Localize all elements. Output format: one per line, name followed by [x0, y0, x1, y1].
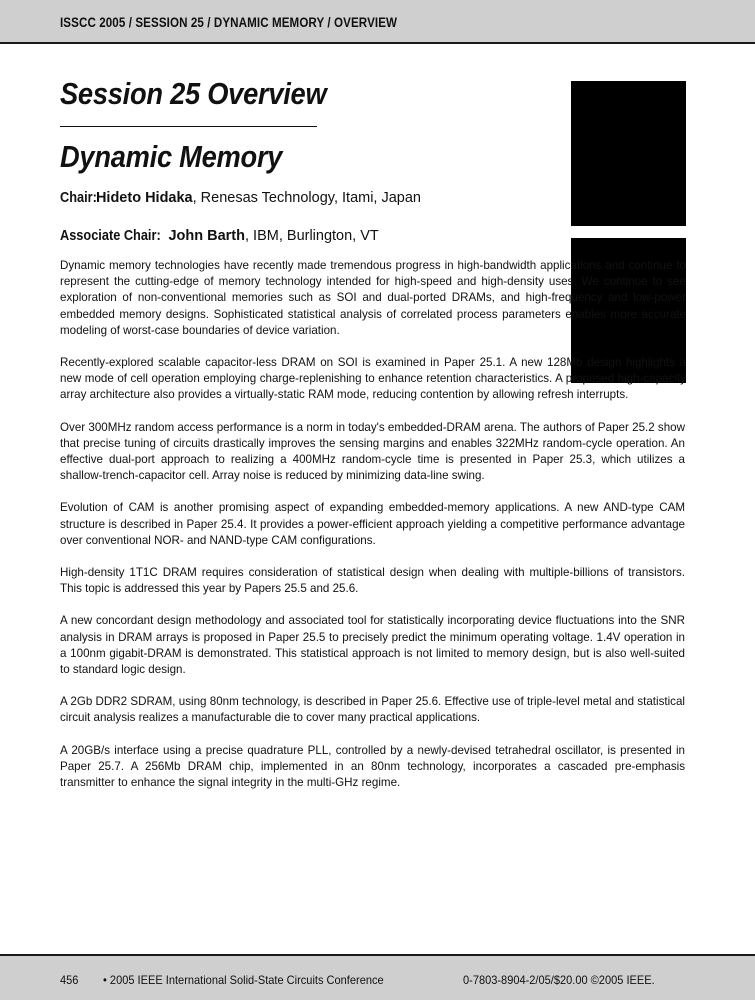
- associate-chair-affiliation: , IBM, Burlington, VT: [245, 228, 379, 244]
- body-paragraph: High-density 1T1C DRAM requires consideration of statistical design when dealing with multiple-billions of transistors. This topic is addressed this year by Papers 25.5 and 25.6.: [60, 566, 685, 596]
- body-paragraph: Recently-explored scalable capacitor-less DRAM on SOI is examined in Paper 25.1. A new 128Mb design highlights a new mode of cell operation employing charge-replenishing to enhance retention characteristics. A proposed high-capacity array architecture also provides a virtually-static RAM mode, reducing contention by allowing refresh interrupts.: [60, 356, 686, 402]
- chair-name: Hideto Hidaka: [95, 190, 193, 206]
- title-divider: [60, 126, 317, 127]
- body-paragraph: A 20GB/s interface using a precise quadrature PLL, controlled by a newly-devised tetrahedral oscillator, is presented in Paper 25.7. A 256Mb DRAM chip, implemented in an 80nm technology, incorporates a cascaded pre-emphasis transmitter to enhance the signal integrity in the multi-GHz regime.: [60, 743, 685, 790]
- associate-chair-role: Associate Chair:: [60, 228, 161, 244]
- overview-body: [60, 258, 755, 807]
- chair-affiliation: , Renesas Technology, Itami, Japan: [192, 190, 421, 206]
- chair-role: Chair:: [60, 190, 97, 206]
- associate-chair-name: John Barth: [168, 228, 245, 244]
- page-footer: [0, 954, 755, 1000]
- associate-chair-line: [60, 228, 379, 244]
- session-title: Session 25 Overview: [60, 76, 327, 111]
- copyright-notice: 0-7803-8904-2/05/$20.00 ©2005 IEEE.: [463, 973, 655, 987]
- chair-line: [60, 190, 421, 206]
- running-header: [0, 0, 755, 44]
- body-paragraph: A 2Gb DDR2 SDRAM, using 80nm technology, is described in Paper 25.6. Effective use of triple-level metal and statistical circuit analysis realizes a manufacturable die to cover many practical applications.: [60, 695, 685, 725]
- body-paragraph: A new concordant design methodology and associated tool for statistically incorporating device fluctuations into the SNR analysis in DRAM arrays is proposed in Paper 25.5 to precisely predict the minimum operating voltage. 1.4V operation in a 100nm gigabit-DRAM is demonstrated. This statistical approach is not limited to memory design, but is also well-suited to standard logic design.: [60, 614, 685, 677]
- running-header-title: ISSCC 2005 / SESSION 25 / DYNAMIC MEMORY / OVERVIEW: [60, 15, 398, 30]
- body-paragraph: Over 300MHz random access performance is a norm in today's embedded-DRAM arena. The authors of Paper 25.2 show that precise tuning of circuits drastically improves the sensing margins and enables 322MHz random-cycle operation. An effective dual-port approach to realizing a 400MHz random-cycle time is presented in Paper 25.3, which utilizes a shallow-trench-capacitor cell. Array noise is reduced by minimizing data-line swing.: [60, 420, 685, 483]
- chair-photo: [571, 81, 686, 226]
- body-paragraph: Dynamic memory technologies have recently made tremendous progress in high-bandwidth applications and continue to represent the cutting-edge of memory technology intended for high-speed and high-density uses. We continue to see exploration of non-conventional memories such as SOI and dual-ported DRAMs, and high-frequency and low-power embedded memory designs. Sophisticated statistical analysis of correlated process parameters enables more accurate modeling of worst-case boundaries of device variation.: [60, 259, 686, 337]
- body-paragraph: Evolution of CAM is another promising aspect of expanding embedded-memory applications. A new AND-type CAM structure is described in Paper 25.4. It provides a power-efficient approach yielding a competitive performance advantage over conventional NOR- and NAND-type CAM configurations.: [60, 501, 685, 547]
- session-topic: Dynamic Memory: [60, 139, 283, 174]
- photo-wrap-spacer: [686, 258, 755, 382]
- page-number: 456: [60, 973, 79, 987]
- conference-name: • 2005 IEEE International Solid-State Circuits Conference: [103, 973, 384, 987]
